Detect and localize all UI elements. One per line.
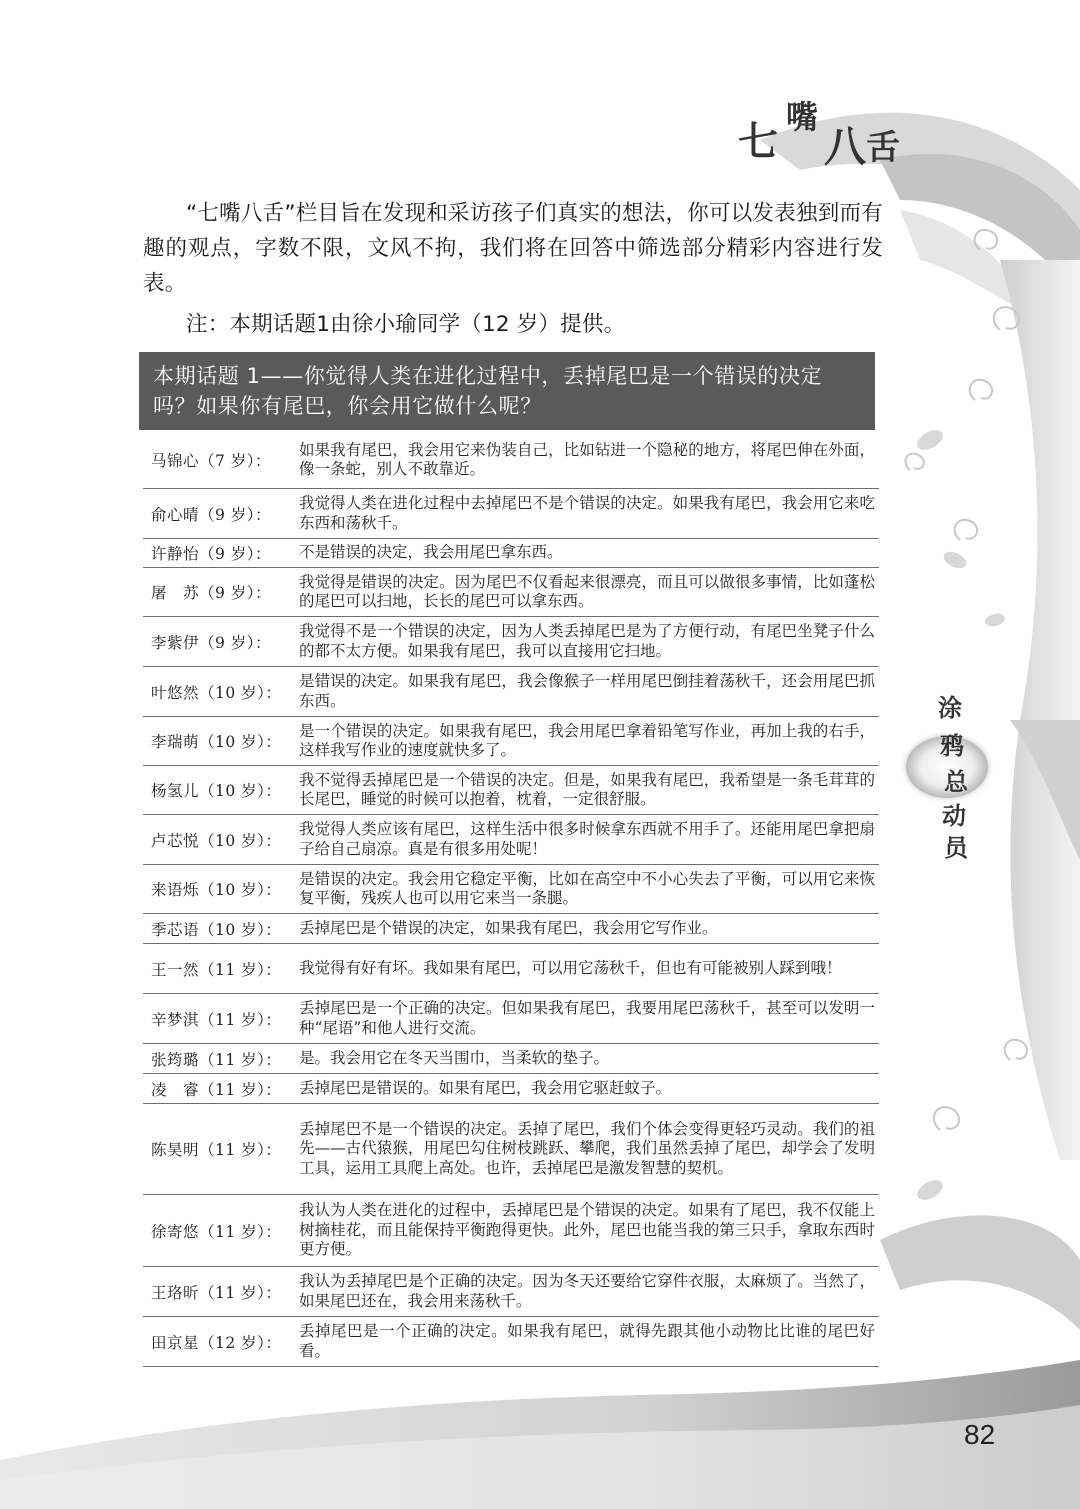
doodle-badge (902, 688, 1022, 863)
answer-name: 卢芯悦（10 岁）： (151, 831, 282, 850)
answer-name: 李瑞萌（10 岁）： (151, 733, 282, 751)
answer-row (143, 667, 879, 717)
answer-text: 不是错误的决定，我会用尾巴拿东西。 (299, 543, 563, 562)
column-title-char: 嘴 (786, 98, 819, 136)
answer-row (143, 717, 879, 766)
answer-name: 徐寄悠（11 岁）： (151, 1222, 282, 1241)
column-title (738, 92, 908, 171)
answer-row (143, 1074, 879, 1104)
column-title-char: 舌 (866, 128, 900, 168)
column-title-char: 七 (738, 119, 778, 165)
answer-name: 辛梦淇（11 岁）： (151, 1010, 282, 1029)
intro-paragraph: “七嘴八舌”栏目旨在发现和采访孩子们真实的想法，你可以发表独到而有趣的观点，字数不限，文风不拘，我们将在回答中筛选部分精彩内容进行发表。 (143, 201, 883, 296)
answer-row (143, 1044, 879, 1074)
answer-text: 我觉得人类在进化过程中去掉尾巴不是个错误的决定。如果我有尾巴，我会用它来吃东西和荡秋千。 (299, 494, 875, 532)
answer-text: 丢掉尾巴是个错误的决定，如果我有尾巴，我会用它写作业。 (299, 918, 718, 937)
answer-row (143, 914, 879, 944)
answer-row (143, 766, 879, 815)
answer-text: 我不觉得丢掉尾巴是一个错误的决定。但是，如果我有尾巴，我希望是一条毛茸茸的长尾巴，睡觉的时候可以抱着，枕着，一定很舒服。 (299, 770, 875, 808)
answer-row (143, 994, 879, 1044)
column-title-char: 八 (824, 122, 867, 171)
answer-name: 来语烁（10 岁）： (151, 881, 282, 899)
intro-section (143, 196, 883, 342)
answer-text: 我认为丢掉尾巴是个正确的决定。因为冬天还要给它穿件衣服，太麻烦了。当然了，如果尾巴还在，我会用来荡秋千。 (299, 1272, 875, 1310)
answer-name: 许静怡（9 岁）： (151, 545, 272, 563)
answer-text: 我觉得不是一个错误的决定，因为人类丢掉尾巴是为了方便行动，有尾巴坐凳子什么的都不太方便。如果我有尾巴，我可以直接用它扫地。 (299, 622, 875, 660)
answer-row (143, 617, 879, 667)
badge-char: 涂 (938, 694, 962, 722)
answer-text: 我觉得人类应该有尾巴，这样生活中很多时候拿东西就不用手了。还能用尾巴拿把扇子给自己扇凉。真是有很多用处呢！ (299, 820, 875, 858)
answer-name: 李紫伊（9 岁）： (151, 633, 272, 652)
answer-row (143, 568, 879, 617)
answer-text: 丢掉尾巴是错误的。如果有尾巴，我会用它驱赶蚊子。 (299, 1078, 672, 1097)
answer-row (143, 432, 879, 489)
answers-table (143, 432, 879, 1367)
badge-char: 员 (944, 834, 968, 862)
answer-name: 叶悠然（10 岁）： (151, 683, 282, 702)
answer-text: 丢掉尾巴不是一个错误的决定。丢掉了尾巴，我们个体会变得更轻巧灵动。我们的祖先——古代猿猴，用尾巴勾住树枝跳跃、攀爬，我们虽然丢掉了尾巴，却学会了发明工具，运用工具爬上高处。也许，丢掉尾巴是激发智慧的契机。 (299, 1119, 875, 1177)
answer-name: 屠 苏（9 岁）： (151, 584, 272, 602)
answer-name: 凌 睿（11 岁）： (151, 1080, 282, 1099)
answer-text: 是错误的决定。如果我有尾巴，我会像猴子一样用尾巴倒挂着荡秋千，还会用尾巴抓东西。 (299, 672, 875, 710)
answer-row (143, 815, 879, 865)
answer-row (143, 865, 879, 914)
answer-name: 季芯语（10 岁）： (151, 920, 282, 939)
answer-row (143, 1104, 879, 1195)
answer-row (143, 1317, 879, 1367)
answer-row (143, 1267, 879, 1317)
answer-text: 是一个错误的决定。如果我有尾巴，我会用尾巴拿着铅笔写作业，再加上我的右手，这样我写作业的速度就快多了。 (299, 721, 875, 759)
answer-name: 俞心晴（9 岁）： (151, 505, 272, 524)
answer-row (143, 539, 879, 568)
answer-text: 丢掉尾巴是一个正确的决定。如果我有尾巴，就得先跟其他小动物比比谁的尾巴好看。 (299, 1322, 875, 1360)
badge-char: 鸦 (940, 732, 964, 760)
answer-text: 丢掉尾巴是一个正确的决定。但如果我有尾巴，我要用尾巴荡秋千，甚至可以发明一种“尾语”和他人进行交流。 (299, 999, 875, 1037)
topic-banner: 本期话题 1——你觉得人类在进化过程中，丢掉尾巴是一个错误的决定吗？如果你有尾巴，你会用它做什么呢？ (139, 352, 875, 430)
answer-name: 王珞昕（11 岁）： (151, 1283, 282, 1302)
swirl-bottom-right (880, 1215, 1080, 1330)
page-number: 82 (964, 1419, 996, 1450)
answer-name: 田京星（12 岁）： (151, 1333, 282, 1352)
badge-char: 总 (944, 768, 968, 796)
answer-row (143, 944, 879, 994)
answer-text: 如果我有尾巴，我会用它来伪装自己，比如钻进一个隐秘的地方，将尾巴伸在外面，像一条蛇，别人不敢靠近。 (299, 440, 875, 478)
answer-name: 陈昊明（11 岁）： (151, 1141, 282, 1159)
intro-note: 注：本期话题1由徐小瑜同学（12 岁）提供。 (186, 312, 626, 337)
answer-text: 是错误的决定。我会用它稳定平衡，比如在高空中不小心失去了平衡，可以用它来恢复平衡，残疾人也可以用它来当一条腿。 (299, 869, 875, 907)
answer-name: 杨氢儿（10 岁）： (151, 782, 282, 800)
answer-row (143, 1195, 879, 1267)
answer-text: 我觉得是错误的决定。因为尾巴不仅看起来很漂亮，而且可以做很多事情，比如蓬松的尾巴可以扫地，长长的尾巴可以拿东西。 (299, 572, 875, 610)
answer-text: 我觉得有好有坏。我如果有尾巴，可以用它荡秋千，但也有可能被别人踩到哦！ (299, 958, 842, 977)
answer-text: 我认为人类在进化的过程中，丢掉尾巴是个错误的决定。如果有了尾巴，我不仅能上树摘桂花，而且能保持平衡跑得更快。此外，尾巴也能当我的第三只手，拿取东西时更方便。 (299, 1201, 875, 1259)
answer-row (143, 489, 879, 539)
answer-name: 马锦心（7 岁）： (151, 452, 272, 470)
answer-text: 是。我会用它在冬天当围巾，当柔软的垫子。 (299, 1048, 610, 1067)
answer-name: 张筠璐（11 岁）： (151, 1050, 282, 1069)
badge-char: 动 (942, 802, 966, 830)
answer-name: 王一然（11 岁）： (151, 960, 282, 979)
